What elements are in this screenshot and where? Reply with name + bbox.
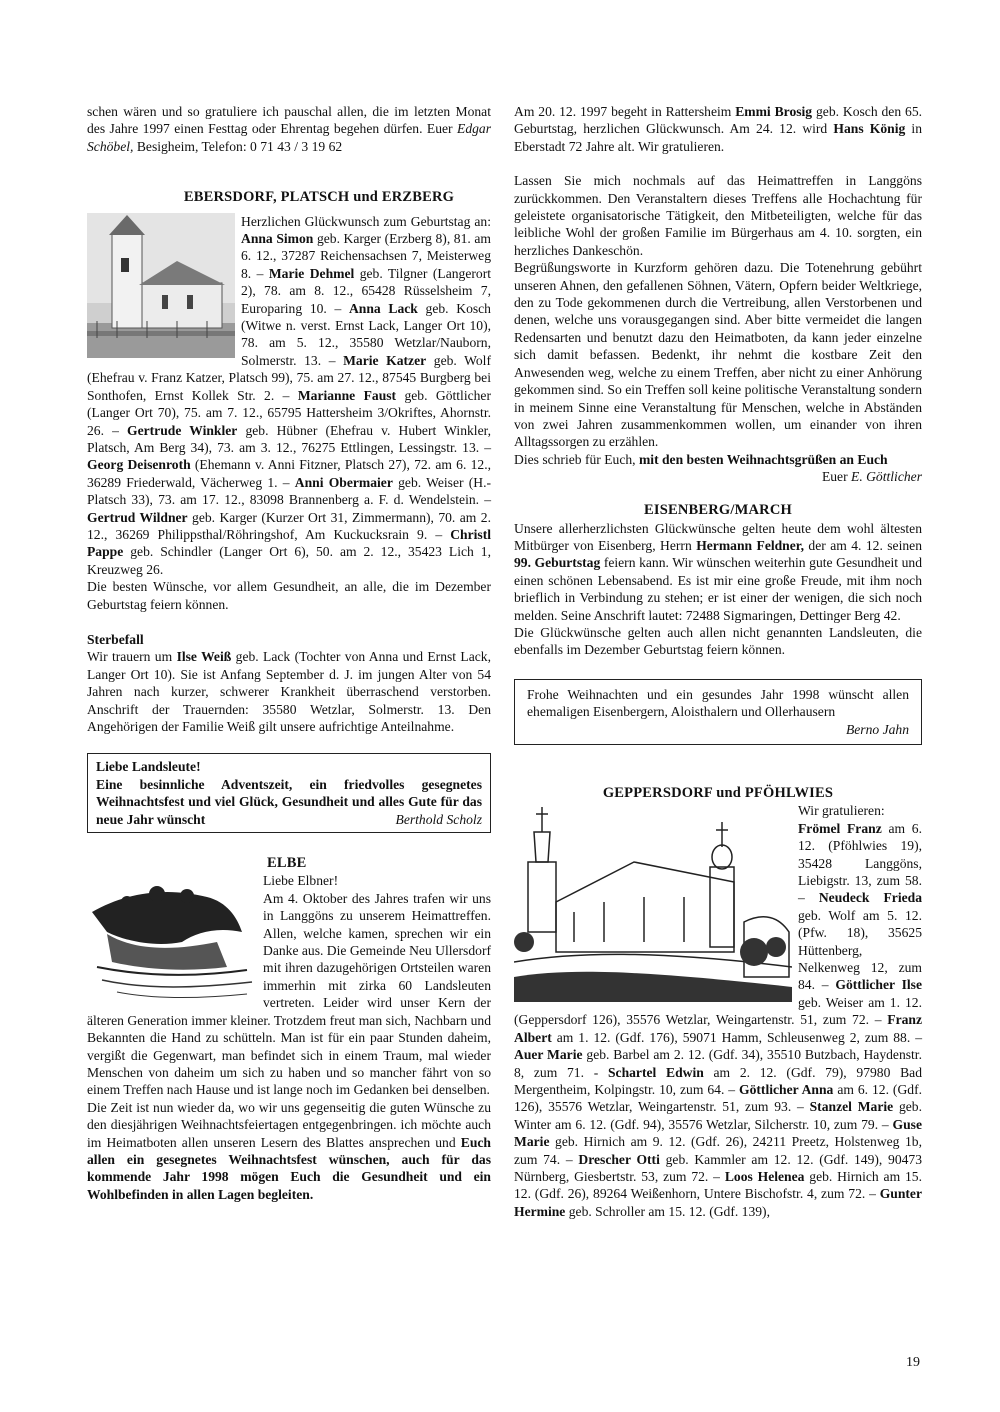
person-name: Marie Katzer (343, 352, 427, 368)
top-paragraph: Am 20. 12. 1997 begeht in Rattersheim Emmi Brosig geb. Kosch den 65. Geburtstag, herzlichen Glückwunsch. Am 24. 12. wird Hans König in Eberstadt 72 Jahre alt. Wir gratulieren. (514, 104, 923, 154)
person-name: Emmi Brosig (735, 104, 813, 119)
person-name: Anni Obermaier (294, 474, 393, 490)
person-name: Gertrud Wildner (87, 509, 188, 525)
person-name: Göttlicher Anna (739, 1081, 834, 1097)
church-photo-image (87, 213, 235, 358)
person-name: Göttlicher Ilse (835, 977, 922, 993)
person-name: Anna Simon (241, 231, 314, 247)
section-title-sterbefall: Sterbefall (87, 631, 144, 647)
person-name: Georg Deisenroth (87, 457, 191, 473)
person-name: Loos Helenea (724, 1168, 805, 1184)
intro-paragraph: schen wären und so gratuliere ich pauschal allen, die im letzten Monat des Jahre 1997 einen Festtag oder Ehrentag begehen dürfen. Euer Edgar Schöbel, Besigheim, Telefon: 0 71 43 / 3 19 62 (87, 104, 491, 154)
landscape-drawing-image (87, 872, 257, 1007)
page-number: 19 (906, 1355, 920, 1370)
section-title-geppersdorf: GEPPERSDORF und PFÖHLWIES (602, 785, 834, 801)
person-name: Marianne Faust (297, 387, 397, 403)
person-name: Franz Albert (514, 1012, 922, 1045)
person-name: Hermann Feldner, (696, 537, 804, 553)
elbe-section: Liebe Elbner! Am 4. Oktober des Jahres trafen wir uns in Langgöns zu unserem Heimattreffen. Allen, welche kamen, sprechen wir ein Danke aus. Die Gemeinde Neu Ullersdorf mit ihren dazugehörigen Ortsteilen waren immerhin mit zirka 60 Landsleuten vertreten. Leider wird unser Kern der älteren Generation immer kleiner. Trotzdem freut man sich, Nachbarn und Bekannten die Hand zu schütteln. Man ist für ein paar Stunden daheim, vergißt die Gegenwart, man befindet sich in einem Traum, mal wieder Menschen von daheim um sich zu haben und so mancher fährt von so einem Treffen nach Hause und ist lange noch im Gedanken bei denselben. Die Zeit ist nun wieder da, wo wir uns gegenseitig die guten Wünsche zu den diesjährigen Weihnachtsfeiertagen entgegenbringen. ich möchte auch im Heimatboten allen unseren Lesern des Blattes ansprechen und Euch allen ein gesegnetes Weihnachtsfest wünschen, auch für das kommende Jahr 1998 mögen Euch die Gesundheit und ein Wohlbefinden in allen Lagen begleiten. (87, 873, 491, 1202)
person-name: Guse Marie (514, 1116, 922, 1150)
right-column: Am 20. 12. 1997 begeht in Rattersheim Emmi Brosig geb. Kosch den 65. Geburtstag, herzlichen Glückwunsch. Am 24. 12. wird Hans König in Eberstadt 72 Jahre alt. Wir gratulieren. Lassen Sie mich nochmals auf das Heimattreffen in Langgöns zurückkommen. Den Veranstaltern dieses Treffens alle Hochachtung für geleistete organisatorische Tätigkeit, den Mitbeteiligten, welche für das leibliche Wohl der großen Familie im Bürgerhaus am 4. 10. sorgten, ein herzliches Dankeschön. Begrüßungsworte in Kurzform gehören dazu. Die Totenehrung gebührt unseren Ahnen, den gefallenen Söhnen, Vätern, Opfern beider Weltkriege, den zu Tode gekommenen durch die Vertreibung, allen Verstorbenen und denen, welche uns vorausgegangen sind. Aber bitte vermeidet die langen Redensarten und benutzt dazu den Heimatboten, da kann jeder einzelne sich damit befassen. Bedenkt, ihr nehmt die kostbare Zeit den Anwesenden weg, welche zu einem Treffen, aber nicht zu einer Anhörung gekommen sind. So ein Treffen soll keine politische Veranstaltung sondern in meinem Sinne eine Veranstaltung für Menschen, welche in Abständen von zwei Jahren zusammenkommen wollen, um einander von ihren Alltagssorgen zu erzählen. Dies schrieb für Euch, mit den besten Weihnachtsgrüßen an Euch Euer E. Göttlicher EISENBERG/MARCH Unsere allerherzlichsten Glückwünsche gelten heute dem wohl ältesten Mitbürger von Eisenberg, Herrn Hermann Feldner, der am 4. 12. seinen 99. Geburtstag feiern kann. Wir wünschen weiterhin gute Gesundheit und einen schönen Lebensabend. Es ist mir eine große Freude, mit ihm noch brieflich in Verbindung zu stehen; er ist einer der wenigen, die sich noch melden. Seine Anschrift lautet: 72488 Sigmaringen, Dettinger Berg 42. Die Glückwünsche gelten auch allen nicht genannten Landsleuten, die ebenfalls im Dezember Geburtstag feiern können. Frohe Weihnachten und ein gesundes Jahr 1998 wünscht allen ehemaligen Eisenbergern, Aloisthalern und Ollerhausern Berno Jahn GEPPERSDORF und PFÖHLWIES Wir gratulieren: Frömel Franz am 6. 12. (Pföhlwies 19), 35428 Langgöns, Liebigstr. 13, zum 58. – Neudeck Frieda geb. Wolf am 5. 12. (Pfw. 18), 35625 Hüttenberg, Nelkenweg 12, zum 84. – Göttlicher Ilse geb. Weiser am 1. 12. (Geppersdorf 126), 35576 Wetzlar, Weingartenstr. 51, zum 72. – Franz Albert am 1. 12. (Gdf. 176), 59071 Hamm, Schleusenweg 2, zum 88. – Auer Marie geb. Barbel am 2. 12. (Gdf. 34), 35510 Butzbach, Haydenstr. 8, zum 71. - Schartel Edwin am 2. 12. (Gdf. 79), 97980 Bad Mergentheim, Kolpingstr. 10, zum 64. – Göttlicher Anna am 6. 12. (Gdf. 126), 35576 Wetzlar, Weingartenstr. 51, zum 93. – Stanzel Marie geb. Winter am 6. 12. (Gdf. 94), 35576 Wetzlar, Silcherstr. 10, zum 79. – Guse Marie geb. Hirnich am 9. 12. (Gdf. 26), 24211 Preetz, Holstenweg 1b, zum 74. – Drescher Otti geb. Kammler am 12. 12. (Gdf. 149), 90473 Nürnberg, Giesbertstr. 53, zum 72. – Loos Helenea geb. Hirnich am 15. 12. (Gdf. 26), 89264 Weißenhorn, Untere Bischofstr. 4, zum 72. – Gunter Hermine geb. Schroller am 15. 12. (Gdf. 139), (514, 104, 923, 1219)
person-name: Anna Lack (348, 300, 418, 316)
letter-signature: E. Göttlicher (851, 469, 922, 485)
person-name: Frömel Franz (798, 820, 882, 836)
ebersdorf-section: Herzlichen Glückwunsch zum Geburtstag an: Anna Simon geb. Karger (Erzberg 8), 81. am 6. 12., 37287 Reichensachsen 7, Meisterweg 8. – Marie Dehmel geb. Tilgner (Langerort 2), 78. am 8. 12., 65428 Rüsselsheim 7, Europaring 10. – Anna Lack geb. Kosch (Witwe n. verst. Ernst Lack, Langer Ort 10), 78. am 5. 12., 35580 Wetzlar/Nauborn, Solmerstr. 13. – Marie Katzer geb. Wolf (Ehefrau v. Franz Katzer, Platsch 99), 75. am 27. 12., 87545 Burgberg bei Sonthofen, Ernst Kollek Str. 2. – Marianne Faust geb. Göttlicher (Langer Ort 70), 75. am 7. 12., 65795 Hattersheim 3/Okriftes, Ahornstr. 26. – Gertrude Winkler geb. Hübner (Ehefrau v. Hubert Winkler, Platsch, Am Berg 34), 73. am 3. 12., 76275 Ettlingen, Lessingstr. 13. – Georg Deisenroth (Ehemann v. Anni Fitzner, Platsch 27), 72. am 6. 12., 36289 Friederwald, Vächerweg 1. – Anni Obermaier geb. Weiser (H.-Platsch 33), 73. am 17. 12., 83098 Brannenberg a. F. d. Wendelstein. – Gertrud Wildner geb. Karger (Kurzer Ort 31, Zimmermann), 70. am 2. 12., 36269 Philippsthal/Röhringshof, Am Kuckucksrain 9. – Christl Pappe geb. Schindler (Langer Ort 6), 50. am 2. 12., 35423 Lich 1, Kreuzweg 26. Die besten Wünsche, vor allem Gesundheit, an alle, die im Dezember Geburtstag feiern können. (87, 213, 491, 612)
landscape-drawing (87, 872, 257, 1007)
person-name: Hans König (833, 121, 906, 137)
greeting-box-jahn: Frohe Weihnachten und ein gesundes Jahr 1998 wünscht allen ehemaligen Eisenbergern, Aloisthalern und Ollerhausern Berno Jahn (514, 679, 922, 745)
person-name: Schartel Edwin (607, 1064, 704, 1080)
box-signature: Berthold Scholz (395, 811, 482, 827)
section-title-eisenberg: EISENBERG/MARCH (643, 502, 793, 519)
person-name: Gunter Hermine (514, 1186, 922, 1219)
letter-section: Lassen Sie mich nochmals auf das Heimattreffen in Langgöns zurückkommen. Den Veranstaltern dieses Treffens alle Hochachtung für geleistete organisatorische Tätigkeit, den Mitbeteiligten, welche für das leibliche Wohl der großen Familie im Bürgerhaus am 4. 10. sorgten, ein herzliches Dankeschön. Begrüßungsworte in Kurzform gehören dazu. Die Totenehrung gebührt unseren Ahnen, den gefallenen Söhnen, Vätern, Opfern beider Weltkriege, den zu Tode gekommenen durch die Vertreibung, allen Verstorbenen und denen, welche uns vorausgegangen sind. Aber bitte vermeidet die langen Redensarten und benutzt dazu den Heimatboten, da kann jeder einzelne sich damit befassen. Bedenkt, ihr nehmt die kostbare Zeit den Anwesenden weg, welche zu einem Treffen, aber nicht zu einer Anhörung gekommen sind. So ein Treffen soll keine politische Veranstaltung sondern in meinem Sinne eine Veranstaltung für Menschen, welche in Abständen von zwei Jahren zusammenkommen wollen, um einander von ihren Alltagssorgen zu erzählen. Dies schrieb für Euch, mit den besten Weihnachtsgrüßen an Euch Euer E. Göttlicher (514, 173, 922, 485)
geppersdorf-section: Wir gratulieren: Frömel Franz am 6. 12. (Pföhlwies 19), 35428 Langgöns, Liebigstr. 13, zum 58. – Neudeck Frieda geb. Wolf am 5. 12. (Pfw. 18), 35625 Hüttenberg, Nelkenweg 12, zum 84. – Göttlicher Ilse geb. Weiser am 1. 12. (Geppersdorf 126), 35576 Wetzlar, Weingartenstr. 51, zum 72. – Franz Albert am 1. 12. (Gdf. 176), 59071 Hamm, Schleusenweg 2, zum 88. – Auer Marie geb. Barbel am 2. 12. (Gdf. 34), 35510 Butzbach, Haydenstr. 8, zum 71. - Schartel Edwin am 2. 12. (Gdf. 79), 97980 Bad Mergentheim, Kolpingstr. 10, zum 64. – Göttlicher Anna am 6. 12. (Gdf. 126), 35576 Wetzlar, Weingartenstr. 51, zum 93. – Stanzel Marie geb. Winter am 6. 12. (Gdf. 94), 35576 Wetzlar, Silcherstr. 10, zum 79. – Guse Marie geb. Hirnich am 9. 12. (Gdf. 26), 24211 Preetz, Holstenweg 1b, zum 74. – Drescher Otti geb. Kammler am 12. 12. (Gdf. 149), 90473 Nürnberg, Giesbertstr. 53, zum 72. – Loos Helenea geb. Hirnich am 15. 12. (Gdf. 26), 89264 Weißenhorn, Untere Bischofstr. 4, zum 72. – Gunter Hermine geb. Schroller am 15. 12. (Gdf. 139), (514, 803, 923, 1219)
left-column (87, 103, 491, 1203)
section-title-elbe: ELBE (267, 855, 307, 872)
intro-signature: Edgar Schöbel, (87, 121, 491, 154)
person-name: Christl Pappe (87, 526, 491, 560)
person-name: Neudeck Frieda (818, 890, 922, 906)
person-name: Gertrude Winkler (127, 422, 238, 438)
person-name: Stanzel Marie (809, 1099, 894, 1115)
church-drawing-image (514, 802, 792, 1002)
person-name: Auer Marie (514, 1047, 583, 1063)
church-drawing (514, 802, 792, 1002)
ebersdorf-closing: Die besten Wünsche, vor allem Gesundheit, an alle, die im Dezember Geburtstag feiern können. (87, 579, 491, 612)
section-title-ebersdorf: EBERSDORF, PLATSCH und ERZBERG (183, 189, 455, 206)
box-signature: Berno Jahn (845, 721, 909, 737)
person-name: Drescher Otti (578, 1151, 660, 1167)
greeting-box-scholz: Liebe Landsleute! Eine besinnliche Adventszeit, ein friedvolles gesegnetes Weihnachtsfest und viel Glück, Gesundheit und alles Gute für das neue Jahr wünscht Berthold Scholz (87, 753, 491, 833)
person-name: Marie Dehmel (268, 265, 355, 281)
eisenberg-paragraph: Unsere allerherzlichsten Glückwünsche gelten heute dem wohl ältesten Mitbürger von Eisenberg, Herrn Hermann Feldner, der am 4. 12. seinen 99. Geburtstag feiern kann. Wir wünschen weiterhin gute Gesundheit und einen schönen Lebensabend. Es ist mir eine große Freude, mit ihm noch brieflich in Verbindung zu stehen; er ist einer der wenigen, die sich noch melden. Seine Anschrift lautet: 72488 Sigmaringen, Dettinger Berg 42. (514, 520, 922, 623)
person-name: Ilse Weiß (176, 649, 232, 665)
church-photo (87, 213, 235, 358)
sterbefall-paragraph: Wir trauern um Ilse Weiß geb. Lack (Tochter von Anna und Ernst Lack, Langer Ort 10). Sie ist Anfang September d. J. im jungen Alter von 54 Jahren nach kurzer, schwerer Krankheit überraschend verstorben. Anschrift der Trauernden: 35580 Wetzlar, Solmerstr. 13. Den Angehörigen der Familie Weiß gilt unsere aufrichtige Anteilnahme. (87, 649, 491, 734)
